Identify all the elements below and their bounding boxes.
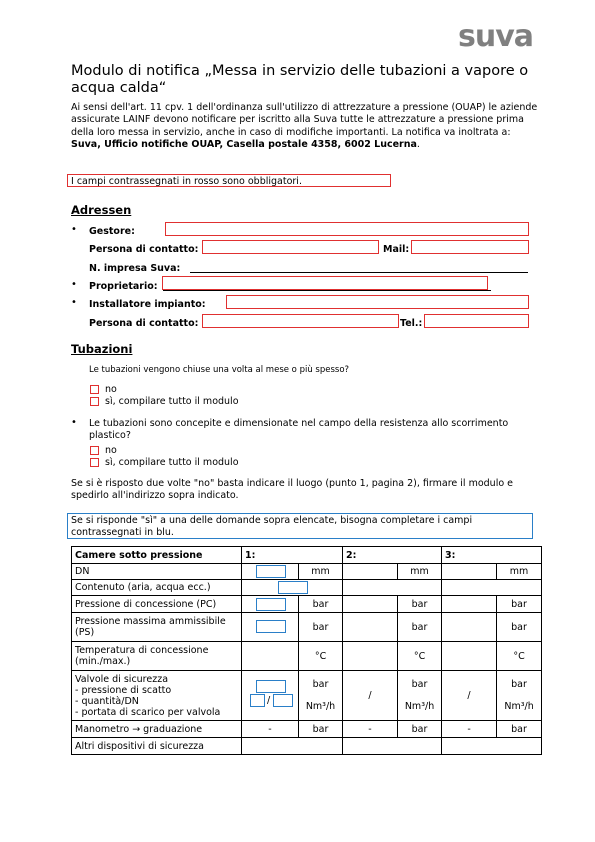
table-row-pc <box>72 596 542 613</box>
row-label: Pressione di concessione (PC) <box>72 596 242 613</box>
contenuto-1-input[interactable] <box>278 581 308 594</box>
header-2: 2: <box>343 547 442 564</box>
required-note: I campi contrassegnati in rosso sono obbligatori. <box>67 174 391 187</box>
row-label <box>72 671 242 721</box>
unit: Nm³/h <box>305 701 336 712</box>
q2-no-checkbox[interactable] <box>90 446 99 455</box>
unit: bar <box>299 596 343 613</box>
pressure-chambers-table <box>71 546 542 755</box>
valvole-2-cell[interactable] <box>343 671 398 721</box>
altri-3-cell[interactable] <box>442 738 542 755</box>
manometro-1-cell[interactable]: - <box>242 721 299 738</box>
valvole-line-1: - pressione di scatto <box>75 684 172 696</box>
row-label: Altri dispositivi di sicurezza <box>72 738 242 755</box>
row-label: Contenuto (aria, acqua ecc.) <box>72 580 242 596</box>
blue-fields-note: Se si risponde "sì" a una delle domande sopra elencate, bisogna completare i campi contrassegnati in blu. <box>67 513 533 539</box>
row-label: Temperatura di concessione (min./max.) <box>72 642 242 671</box>
unit: °C <box>398 642 442 671</box>
table-row-dn <box>72 564 542 580</box>
valvole-1-cell[interactable] <box>242 671 299 721</box>
valvole-line-2: - quantità/DN <box>75 695 139 707</box>
table-row-ps <box>72 613 542 642</box>
row-label: Manometro → graduazione <box>72 721 242 738</box>
contact1-label: Persona di contatto: <box>89 244 199 255</box>
valvole-title: Valvole di sicurezza <box>75 673 169 685</box>
temp-2-cell[interactable] <box>343 642 398 671</box>
table-row-altri <box>72 738 542 755</box>
bullet: • <box>71 224 77 235</box>
unit: bar <box>511 679 527 690</box>
altri-2-cell[interactable] <box>343 738 442 755</box>
valvole-pressure-input[interactable] <box>256 680 286 693</box>
ps-1-input[interactable] <box>256 620 286 633</box>
intro-text <box>71 102 541 151</box>
units-cell <box>299 671 343 721</box>
contenuto-3-cell[interactable] <box>442 580 542 596</box>
manometro-3-cell[interactable]: - <box>442 721 497 738</box>
unit: bar <box>411 679 428 690</box>
page-title: Modulo di notifica „Messa in servizio delle tubazioni a vapore o acqua calda“ <box>71 63 529 96</box>
tubazioni-heading: Tubazioni <box>71 342 133 356</box>
unit: mm <box>398 564 442 580</box>
pc-1-cell[interactable] <box>242 596 299 613</box>
impresa-field[interactable] <box>190 262 528 273</box>
unit: bar <box>299 613 343 642</box>
contenuto-1-cell[interactable] <box>242 580 343 596</box>
units-cell <box>497 671 542 721</box>
mail-field[interactable] <box>411 240 529 254</box>
tel-field[interactable] <box>424 314 529 328</box>
intro-address-end: . <box>416 138 420 150</box>
unit: bar <box>398 721 442 738</box>
pc-1-input[interactable] <box>256 598 286 611</box>
table-row-valvole <box>72 671 542 721</box>
gestore-field[interactable] <box>165 222 529 236</box>
valvole-dn-input[interactable] <box>273 694 293 707</box>
unit: bar <box>398 596 442 613</box>
double-no-note: Se si è risposto due volte "no" basta indicare il luogo (punto 1, pagina 2), firmare il modulo e spedirlo all'indirizzo sopra indicato. <box>71 478 514 501</box>
slash: / <box>267 695 271 706</box>
unit: bar <box>398 613 442 642</box>
tel-label: Tel.: <box>400 318 423 329</box>
row-label: DN <box>72 564 242 580</box>
valvole-3-cell[interactable] <box>442 671 497 721</box>
bullet: • <box>71 417 77 428</box>
q2-si-checkbox[interactable] <box>90 458 99 467</box>
contact2-label: Persona di contatto: <box>89 318 199 329</box>
altri-1-cell[interactable] <box>242 738 343 755</box>
dn-2-cell[interactable] <box>343 564 398 580</box>
addresses-heading: Adressen <box>71 203 132 217</box>
header-chambers: Camere sotto pressione <box>72 547 242 564</box>
table-header-row <box>72 547 542 564</box>
unit: bar <box>299 721 343 738</box>
installatore-field[interactable] <box>226 295 529 309</box>
intro-paragraph: Ai sensi dell'art. 11 cpv. 1 dell'ordinanza sull'utilizzo di attrezzature a pressione (OUAP) le aziende assicurate LAINF devono notificare per iscritto alla Suva tutte le attrezzature a pressione prima della loro messa in servizio, anche in caso di modifiche importanti. La notifica va inoltrata a: <box>71 102 538 138</box>
pc-2-cell[interactable] <box>343 596 398 613</box>
unit: Nm³/h <box>504 701 534 712</box>
mail-label: Mail: <box>383 244 410 255</box>
intro-address: Suva, Ufficio notifiche OUAP, Casella postale 4358, 6002 Lucerna <box>71 138 417 150</box>
temp-3-cell[interactable] <box>442 642 497 671</box>
valvole-qty-input[interactable] <box>250 694 265 707</box>
q1-si-checkbox[interactable] <box>90 397 99 406</box>
ps-1-cell[interactable] <box>242 613 299 642</box>
q1-no-label: no <box>105 384 117 395</box>
temp-1-cell[interactable] <box>242 642 299 671</box>
ps-3-cell[interactable] <box>442 613 497 642</box>
unit: Nm³/h <box>404 701 435 712</box>
contenuto-2-cell[interactable] <box>343 580 442 596</box>
row-label: Pressione massima ammissibile (PS) <box>72 613 242 642</box>
bullet: • <box>71 279 77 290</box>
proprietario-field[interactable] <box>162 276 488 290</box>
unit: mm <box>497 564 542 580</box>
bullet: • <box>71 297 77 308</box>
unit: °C <box>299 642 343 671</box>
unit: bar <box>497 596 542 613</box>
contact1-field[interactable] <box>202 240 379 254</box>
q2-si-label: sì, compilare tutto il modulo <box>105 457 239 468</box>
dn-3-cell[interactable] <box>442 564 497 580</box>
ps-2-cell[interactable] <box>343 613 398 642</box>
q1-no-checkbox[interactable] <box>90 385 99 394</box>
gestore-label: Gestore: <box>89 226 135 237</box>
proprietario-label: Proprietario: <box>89 281 158 292</box>
dn-1-cell[interactable] <box>242 564 299 580</box>
valvole-line-3: - portata di scarico per valvola <box>75 706 221 718</box>
units-cell <box>398 671 442 721</box>
contact2-field[interactable] <box>202 314 399 328</box>
impresa-label: N. impresa Suva: <box>89 263 181 274</box>
unit: bar <box>497 721 542 738</box>
pc-3-cell[interactable] <box>442 596 497 613</box>
header-3: 3: <box>442 547 542 564</box>
dn-1-input[interactable] <box>256 565 286 578</box>
unit: mm <box>299 564 343 580</box>
slash: / <box>467 690 471 701</box>
unit: °C <box>497 642 542 671</box>
unit: bar <box>497 613 542 642</box>
table-row-contenuto <box>72 580 542 596</box>
suva-logo: suva <box>458 19 534 54</box>
unit: bar <box>312 679 329 690</box>
header-1: 1: <box>242 547 343 564</box>
table-row-temp <box>72 642 542 671</box>
installatore-label: Installatore impianto: <box>89 299 206 310</box>
manometro-2-cell[interactable]: - <box>343 721 398 738</box>
question-1: Le tubazioni vengono chiuse una volta al mese o più spesso? <box>89 365 350 375</box>
slash: / <box>368 690 372 701</box>
q2-no-label: no <box>105 445 117 456</box>
table-row-manometro <box>72 721 542 738</box>
question-2: Le tubazioni sono concepite e dimensionate nel campo della resistenza allo scorrimento plastico? <box>89 418 509 441</box>
q1-si-label: sì, compilare tutto il modulo <box>105 396 239 407</box>
